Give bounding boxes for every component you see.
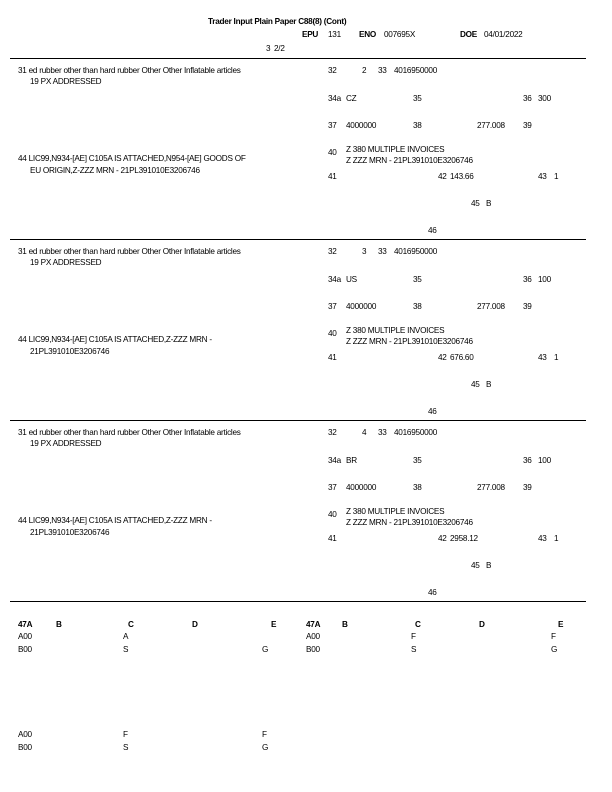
box34a-label: 34a: [328, 275, 341, 284]
previous-document-line1: Z 380 MULTIPLE INVOICES: [346, 507, 445, 516]
item-price: 676.60: [450, 353, 474, 362]
additional-info-line1: 44 LIC99,N934-[AE] C105A IS ATTACHED,Z-ZZZ MRN -: [18, 335, 212, 344]
goods-description-line1: 31 ed rubber other than hard rubber Other Other Inflatable articles: [18, 247, 241, 256]
tax-cell: S: [123, 645, 129, 654]
box39-label: 39: [523, 483, 532, 492]
procedure-code: 4000000: [346, 302, 377, 311]
box37-label: 37: [328, 121, 337, 130]
box43-label: 43: [538, 353, 547, 362]
previous-document-line2: Z ZZZ MRN - 21PL391010E3206746: [346, 518, 473, 527]
additional-info-line2: EU ORIGIN,Z-ZZZ MRN - 21PL391010E3206746: [30, 166, 200, 175]
box40-label: 40: [328, 510, 337, 519]
valuation-method: 1: [554, 534, 559, 543]
procedure-code: 4000000: [346, 121, 377, 130]
box43-label: 43: [538, 172, 547, 181]
box46-label: 46: [428, 588, 437, 597]
valuation-method: 1: [554, 172, 559, 181]
doe-label: DOE: [460, 30, 477, 39]
box32-label: 32: [328, 428, 337, 437]
page-of: 2/2: [274, 44, 285, 53]
tax-header-c: C: [128, 620, 134, 629]
box43-label: 43: [538, 534, 547, 543]
box40-label: 40: [328, 329, 337, 338]
item-number: 3: [362, 247, 367, 256]
box39-label: 39: [523, 302, 532, 311]
box41-label: 41: [328, 353, 337, 362]
tax-type-code: B00: [18, 645, 32, 654]
box45-label: 45: [471, 561, 480, 570]
goods-item: [0, 181, 612, 416]
item-number: 4: [362, 428, 367, 437]
box36-label: 36: [523, 94, 532, 103]
goods-description-line2: 19 PX ADDRESSED: [30, 77, 102, 86]
box33-label: 33: [378, 428, 387, 437]
box42-label: 42: [438, 353, 447, 362]
box46-label: 46: [428, 226, 437, 235]
box34a-label: 34a: [328, 456, 341, 465]
tax-header-e: E: [558, 620, 564, 629]
additional-info-line2: 21PL391010E3206746: [30, 528, 110, 537]
box46-label: 46: [428, 407, 437, 416]
tax-cell: F: [123, 730, 128, 739]
tax-cell: S: [123, 743, 129, 752]
net-mass: 277.008: [477, 121, 505, 130]
box45-label: 45: [471, 199, 480, 208]
origin-country: BR: [346, 456, 357, 465]
additional-info-line2: 21PL391010E3206746: [30, 347, 110, 356]
previous-document-line1: Z 380 MULTIPLE INVOICES: [346, 326, 445, 335]
box40-label: 40: [328, 148, 337, 157]
tax-cell: F: [411, 632, 416, 641]
form-title: Trader Input Plain Paper C88(8) (Cont): [208, 17, 347, 26]
tax-header-d: D: [192, 620, 198, 629]
tax-cell: G: [262, 645, 269, 654]
box33-label: 33: [378, 247, 387, 256]
section-divider: [10, 601, 586, 602]
box32-label: 32: [328, 247, 337, 256]
box35-label: 35: [413, 456, 422, 465]
box45-value: B: [486, 380, 492, 389]
valuation-method: 1: [554, 353, 559, 362]
goods-description-line1: 31 ed rubber other than hard rubber Other Other Inflatable articles: [18, 428, 241, 437]
procedure-code: 4000000: [346, 483, 377, 492]
box38-label: 38: [413, 121, 422, 130]
box42-label: 42: [438, 172, 447, 181]
previous-document-line2: Z ZZZ MRN - 21PL391010E3206746: [346, 156, 473, 165]
box32-label: 32: [328, 66, 337, 75]
tax-cell: F: [262, 730, 267, 739]
tax-cell: G: [262, 743, 269, 752]
tax-header-d: D: [479, 620, 485, 629]
commodity-code: 4016950000: [394, 247, 438, 256]
goods-description-line2: 19 PX ADDRESSED: [30, 439, 102, 448]
box41-label: 41: [328, 172, 337, 181]
box38-label: 38: [413, 302, 422, 311]
item-price: 2958.12: [450, 534, 478, 543]
item-number: 2: [362, 66, 367, 75]
tax-cell: S: [411, 645, 417, 654]
tax-cell: F: [551, 632, 556, 641]
tax-header-47a: 47A: [306, 620, 321, 629]
goods-item: [0, 0, 612, 235]
box41-label: 41: [328, 534, 337, 543]
tax-header-e: E: [271, 620, 277, 629]
tax-type-code: A00: [18, 632, 32, 641]
commodity-code: 4016950000: [394, 66, 438, 75]
tax-type-code: B00: [18, 743, 32, 752]
origin-country: CZ: [346, 94, 357, 103]
additional-info-line1: 44 LIC99,N934-[AE] C105A IS ATTACHED,N954-[AE] GOODS OF: [18, 154, 246, 163]
epu-value: 131: [328, 30, 341, 39]
additional-info-line1: 44 LIC99,N934-[AE] C105A IS ATTACHED,Z-ZZZ MRN -: [18, 516, 212, 525]
goods-description-line1: 31 ed rubber other than hard rubber Other Other Inflatable articles: [18, 66, 241, 75]
previous-document-line2: Z ZZZ MRN - 21PL391010E3206746: [346, 337, 473, 346]
box36-label: 36: [523, 275, 532, 284]
box37-label: 37: [328, 483, 337, 492]
net-mass: 277.008: [477, 302, 505, 311]
epu-label: EPU: [302, 30, 319, 39]
goods-description-line2: 19 PX ADDRESSED: [30, 258, 102, 267]
tax-header-b: B: [342, 620, 348, 629]
box34a-label: 34a: [328, 94, 341, 103]
item-price: 143.66: [450, 172, 474, 181]
eno-value: 007695X: [384, 30, 416, 39]
box35-label: 35: [413, 275, 422, 284]
preference-code: 100: [538, 275, 551, 284]
preference-code: 300: [538, 94, 551, 103]
box35-label: 35: [413, 94, 422, 103]
box39-label: 39: [523, 121, 532, 130]
goods-item: [0, 362, 612, 597]
eno-label: ENO: [359, 30, 376, 39]
box38-label: 38: [413, 483, 422, 492]
box45-label: 45: [471, 380, 480, 389]
box37-label: 37: [328, 302, 337, 311]
box-number: 3: [266, 44, 271, 53]
tax-type-code: A00: [306, 632, 320, 641]
box36-label: 36: [523, 456, 532, 465]
previous-document-line1: Z 380 MULTIPLE INVOICES: [346, 145, 445, 154]
box42-label: 42: [438, 534, 447, 543]
box33-label: 33: [378, 66, 387, 75]
box45-value: B: [486, 199, 492, 208]
tax-header-47a: 47A: [18, 620, 33, 629]
origin-country: US: [346, 275, 357, 284]
tax-type-code: B00: [306, 645, 320, 654]
commodity-code: 4016950000: [394, 428, 438, 437]
tax-header-c: C: [415, 620, 421, 629]
box45-value: B: [486, 561, 492, 570]
tax-cell: A: [123, 632, 129, 641]
tax-header-b: B: [56, 620, 62, 629]
tax-type-code: A00: [18, 730, 32, 739]
tax-cell: G: [551, 645, 558, 654]
doe-value: 04/01/2022: [484, 30, 523, 39]
net-mass: 277.008: [477, 483, 505, 492]
preference-code: 100: [538, 456, 551, 465]
